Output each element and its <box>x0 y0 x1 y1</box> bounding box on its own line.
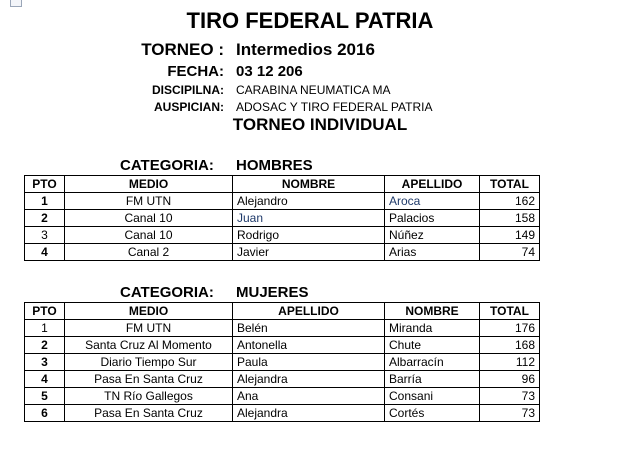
cell-pto: 1 <box>25 193 65 210</box>
cell-total: 168 <box>480 337 540 354</box>
table-row <box>25 320 540 337</box>
header-total: TOTAL <box>480 303 540 320</box>
cell-medio: Santa Cruz Al Momento <box>65 337 233 354</box>
cell-total: 149 <box>480 227 540 244</box>
cell-nombre: Alejandro <box>233 193 385 210</box>
table-header-row <box>25 303 540 320</box>
hombres-table <box>24 175 540 261</box>
cell-pto: 1 <box>25 320 65 337</box>
cell-medio: Pasa En Santa Cruz <box>65 405 233 422</box>
cell-apellido: Alejandra <box>233 405 385 422</box>
cell-pto: 4 <box>25 244 65 261</box>
corner-icon <box>10 0 22 7</box>
torneo-value: Intermedios 2016 <box>236 40 375 59</box>
header-medio: MEDIO <box>65 303 233 320</box>
mujeres-table <box>24 302 540 422</box>
cell-apellido: Belén <box>233 320 385 337</box>
cell-nombre: Consani <box>385 388 480 405</box>
cell-total: 73 <box>480 405 540 422</box>
torneo-label: TORNEO : <box>141 40 224 59</box>
cell-apellido: Arias <box>385 244 480 261</box>
cell-total: 162 <box>480 193 540 210</box>
cell-nombre: Rodrigo <box>233 227 385 244</box>
page-title: TIRO FEDERAL PATRIA <box>186 8 434 33</box>
cell-total: 96 <box>480 371 540 388</box>
category-mujeres-value: MUJERES <box>236 284 309 301</box>
table-row <box>25 388 540 405</box>
cell-nombre: Chute <box>385 337 480 354</box>
cell-apellido: Antonella <box>233 337 385 354</box>
disciplina-label: DISCIPILNA: <box>152 83 224 97</box>
table-row <box>25 371 540 388</box>
disciplina-value: CARABINA NEUMATICA MA <box>236 83 391 97</box>
table-row <box>25 405 540 422</box>
header-pto: PTO <box>25 176 65 193</box>
cell-pto: 2 <box>25 337 65 354</box>
cell-medio: Diario Tiempo Sur <box>65 354 233 371</box>
cell-nombre: Juan <box>233 210 385 227</box>
auspician-value: ADOSAC Y TIRO FEDERAL PATRIA <box>236 100 433 114</box>
header-total: TOTAL <box>480 176 540 193</box>
table-header-row <box>25 176 540 193</box>
category-hombres-label: CATEGORIA: <box>120 157 214 174</box>
table-row <box>25 193 540 210</box>
header-nombre: NOMBRE <box>233 176 385 193</box>
cell-nombre: Barría <box>385 371 480 388</box>
header-apellido: APELLIDO <box>233 303 385 320</box>
cell-total: 74 <box>480 244 540 261</box>
cell-medio: TN Río Gallegos <box>65 388 233 405</box>
table-row <box>25 210 540 227</box>
cell-nombre: Cortés <box>385 405 480 422</box>
cell-medio: Canal 10 <box>65 227 233 244</box>
cell-medio: Canal 10 <box>65 210 233 227</box>
category-hombres-value: HOMBRES <box>236 157 313 174</box>
cell-total: 176 <box>480 320 540 337</box>
cell-apellido: Núñez <box>385 227 480 244</box>
table-row <box>25 337 540 354</box>
cell-total: 158 <box>480 210 540 227</box>
header-pto: PTO <box>25 303 65 320</box>
cell-nombre: Albarracín <box>385 354 480 371</box>
cell-apellido: Ana <box>233 388 385 405</box>
section-subtitle: TORNEO INDIVIDUAL <box>232 115 408 134</box>
cell-pto: 5 <box>25 388 65 405</box>
cell-pto: 4 <box>25 371 65 388</box>
cell-pto: 3 <box>25 227 65 244</box>
header-apellido: APELLIDO <box>385 176 480 193</box>
cell-apellido: Alejandra <box>233 371 385 388</box>
cell-apellido: Paula <box>233 354 385 371</box>
auspician-label: AUSPICIAN: <box>153 100 224 114</box>
cell-pto: 2 <box>25 210 65 227</box>
header-nombre: NOMBRE <box>385 303 480 320</box>
category-mujeres-label: CATEGORIA: <box>120 284 214 301</box>
cell-total: 112 <box>480 354 540 371</box>
cell-nombre: Javier <box>233 244 385 261</box>
header-medio: MEDIO <box>65 176 233 193</box>
cell-pto: 3 <box>25 354 65 371</box>
cell-medio: Canal 2 <box>65 244 233 261</box>
cell-apellido: Aroca <box>385 193 480 210</box>
cell-medio: FM UTN <box>65 193 233 210</box>
table-row <box>25 227 540 244</box>
fecha-label: FECHA: <box>167 63 224 80</box>
table-row <box>25 354 540 371</box>
cell-medio: Pasa En Santa Cruz <box>65 371 233 388</box>
table-row <box>25 244 540 261</box>
cell-nombre: Miranda <box>385 320 480 337</box>
cell-total: 73 <box>480 388 540 405</box>
cell-apellido: Palacios <box>385 210 480 227</box>
cell-medio: FM UTN <box>65 320 233 337</box>
fecha-value: 03 12 206 <box>236 63 303 80</box>
cell-pto: 6 <box>25 405 65 422</box>
